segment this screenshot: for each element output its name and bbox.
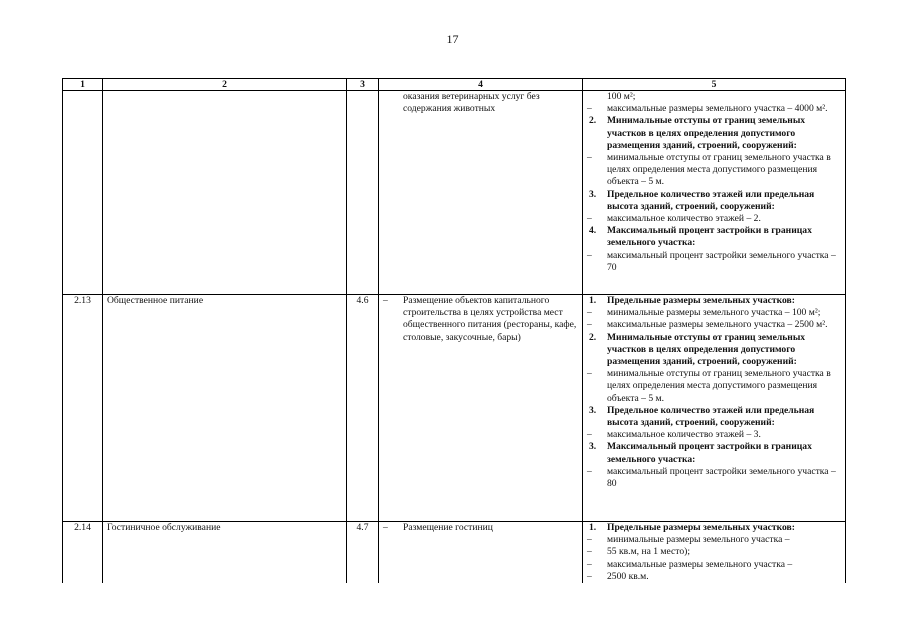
- parameter-item: [587, 571, 841, 583]
- row-number: 2.14: [63, 522, 103, 584]
- parameter-item: [587, 319, 841, 331]
- page-number: 17: [446, 32, 459, 46]
- parameter-value: максимальное количество этажей – 2.: [607, 213, 761, 225]
- dash-marker: –: [587, 213, 592, 225]
- parameter-item: [587, 534, 841, 546]
- row-number: [63, 91, 103, 295]
- description-dash: [383, 91, 403, 115]
- parameter-item: [587, 103, 841, 115]
- item-number: 1.: [589, 295, 597, 306]
- parameter-value: максимальные размеры земельного участка –: [607, 558, 793, 570]
- parameter-item: [587, 332, 841, 369]
- use-type-name: [103, 91, 347, 295]
- parameter-heading: Максимальный процент застройки в границах земельного участка:: [607, 441, 812, 465]
- use-description: [383, 295, 578, 344]
- parameter-item: [587, 189, 841, 213]
- parameters-cell: [583, 91, 846, 295]
- use-description-cell: [379, 522, 583, 584]
- description-text: Размещение объектов капитального строительства в целях устройства мест общественного питания (рестораны, кафе, столовые, закусочные, бары): [403, 295, 577, 343]
- parameter-item: [587, 295, 841, 307]
- item-number: 3.: [589, 404, 597, 416]
- item-number: 3.: [589, 188, 597, 200]
- item-number: 4.: [589, 225, 597, 237]
- header-col-5: 5: [583, 79, 846, 91]
- parameter-heading: Предельные размеры земельных участков:: [607, 295, 795, 306]
- parameter-heading: Предельное количество этажей или предельная высота зданий, строений, сооружений:: [607, 404, 815, 429]
- use-description: [383, 91, 578, 115]
- parameter-item: [587, 466, 841, 490]
- item-number: 2.: [589, 115, 597, 127]
- description-dash: –: [383, 295, 388, 306]
- use-description-cell: [379, 295, 583, 522]
- table-header-row: [63, 79, 846, 91]
- parameter-item: [587, 213, 841, 225]
- dash-marker: –: [587, 570, 592, 582]
- use-description-cell: [379, 91, 583, 295]
- parameter-value: максимальный процент застройки земельного участка – 70: [607, 249, 836, 273]
- classifier-code: [347, 91, 379, 295]
- dash-marker: –: [587, 546, 592, 558]
- parameter-value: минимальные размеры земельного участка – 100 м²;: [607, 307, 821, 319]
- table-row: [63, 295, 846, 522]
- dash-marker: –: [587, 152, 592, 164]
- dash-marker: –: [587, 558, 592, 570]
- parameter-heading: Максимальный процент застройки в границах земельного участка:: [607, 225, 812, 249]
- continuation-indent: [587, 91, 607, 103]
- use-type-name: Гостиничное обслуживание: [103, 522, 347, 584]
- dash-marker: –: [587, 307, 592, 319]
- item-number: 1.: [589, 522, 597, 533]
- classifier-code: 4.6: [347, 295, 379, 522]
- parameters-cell: [583, 522, 846, 584]
- parameter-value: 100 м²;: [607, 91, 636, 102]
- parameter-item: [587, 225, 841, 249]
- row-number: 2.13: [63, 295, 103, 522]
- parameter-item: [587, 307, 841, 319]
- parameter-value: максимальный процент застройки земельного участка – 80: [607, 465, 836, 490]
- parameter-heading: Предельные размеры земельных участков:: [607, 522, 795, 533]
- parameter-value: максимальные размеры земельного участка – 2500 м².: [607, 319, 828, 331]
- item-number: 2.: [589, 331, 597, 343]
- header-col-3: 3: [347, 79, 379, 91]
- header-col-1: 1: [63, 79, 103, 91]
- parameter-item: [587, 546, 841, 558]
- parameter-heading: Предельное количество этажей или предельная высота зданий, строений, сооружений:: [607, 188, 815, 212]
- parameter-value: минимальные размеры земельного участка –: [607, 534, 790, 546]
- parameter-value: 55 кв.м, на 1 место);: [607, 546, 690, 558]
- parameter-item: [587, 522, 841, 534]
- header-col-2: 2: [103, 79, 347, 91]
- parameters-cell: [583, 295, 846, 522]
- header-col-4: 4: [379, 79, 583, 91]
- parameter-heading: Минимальные отступы от границ земельных участков в целях определения допустимого размещения зданий, строений, сооружений:: [607, 115, 806, 151]
- dash-marker: –: [587, 368, 592, 380]
- parameter-item: [587, 441, 841, 465]
- table-row: [63, 522, 846, 584]
- dash-marker: –: [587, 103, 592, 115]
- parameter-value: максимальные размеры земельного участка – 4000 м².: [607, 103, 828, 115]
- description-text: Размещение гостиниц: [403, 522, 493, 533]
- classifier-code: 4.7: [347, 522, 379, 584]
- parameter-item: [587, 429, 841, 441]
- parameter-item: [587, 152, 841, 189]
- dash-marker: –: [587, 249, 592, 261]
- dash-marker: –: [587, 319, 592, 331]
- parameter-value: минимальные отступы от границ земельного участка в целях определения места допустимого размещения объекта – 5 м.: [607, 152, 831, 188]
- description-text: оказания ветеринарных услуг без содержания животных: [403, 91, 540, 115]
- parameter-heading: Минимальные отступы от границ земельных участков в целях определения допустимого размещения зданий, строений, сооружений:: [607, 331, 806, 368]
- dash-marker: –: [587, 429, 592, 441]
- parameter-value: максимальное количество этажей – 3.: [607, 429, 761, 441]
- parameter-value: минимальные отступы от границ земельного участка в целях определения места допустимого размещения объекта – 5 м.: [607, 368, 831, 404]
- dash-marker: –: [587, 534, 592, 546]
- table-row: [63, 91, 846, 295]
- parameter-item: [587, 250, 841, 274]
- parameter-item: [587, 115, 841, 152]
- dash-marker: –: [587, 465, 592, 477]
- use-type-name: Общественное питание: [103, 295, 347, 522]
- parameter-value: 2500 кв.м.: [607, 570, 649, 582]
- parameter-item: [587, 405, 841, 429]
- regulations-table: [62, 78, 846, 583]
- item-number: 3.: [589, 441, 597, 453]
- parameter-item: [587, 559, 841, 571]
- parameter-item: [587, 368, 841, 405]
- parameter-item: [587, 91, 841, 103]
- use-description: [383, 522, 578, 534]
- description-dash: –: [383, 522, 388, 533]
